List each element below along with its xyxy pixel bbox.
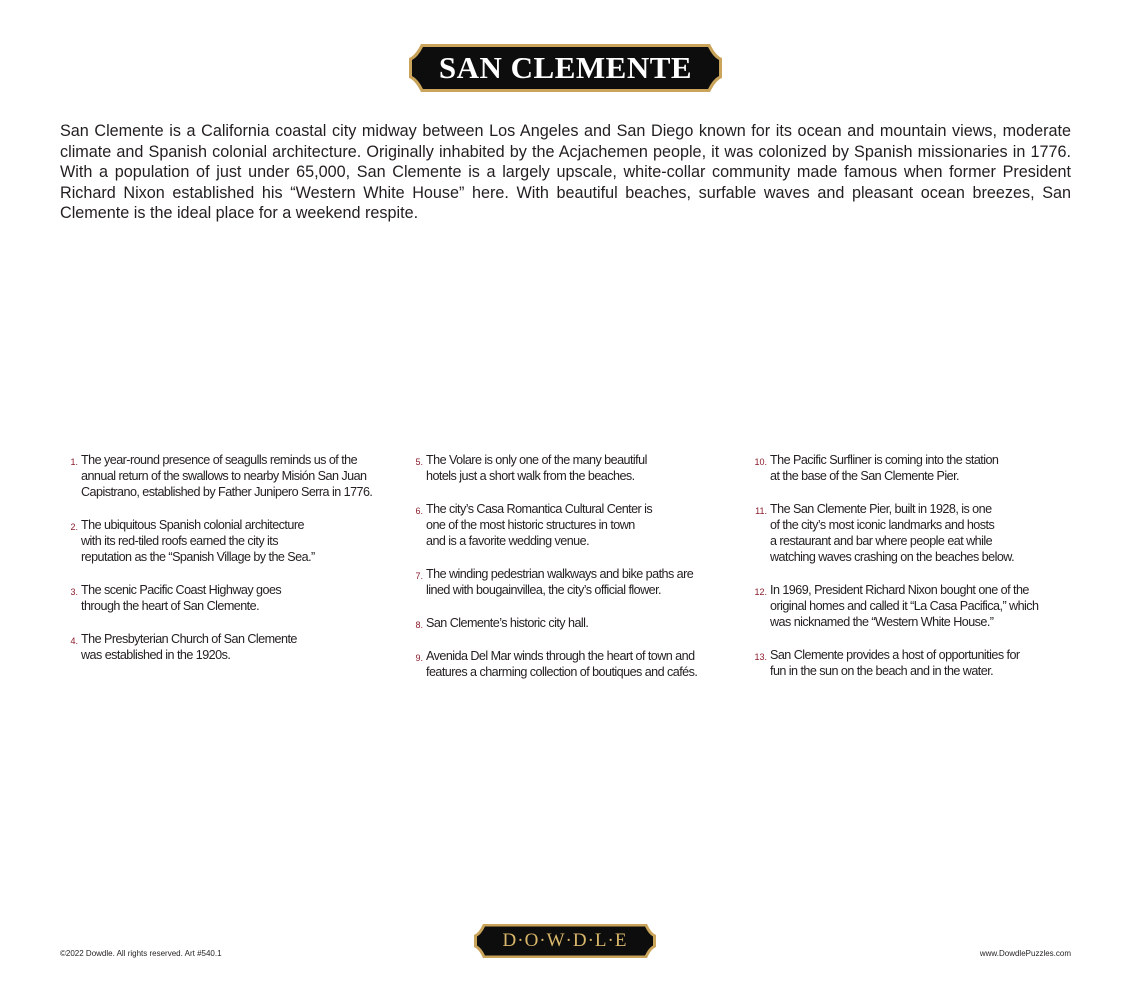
key-number: 3. (70, 587, 78, 597)
page-title: SAN CLEMENTE (438, 50, 693, 85)
key-text: The ubiquitous Spanish colonial architecture with its red-tiled roofs earned the city its reputation as the “Spanish Village by the Sea.” (81, 518, 315, 564)
key-number: 10. (754, 457, 767, 467)
key-item (60, 631, 380, 663)
key-text: The Pacific Surfliner is coming into the station at the base of the San Clemente Pier. (770, 453, 999, 483)
key-text: San Clemente provides a host of opportunities for fun in the sun on the beach and in the water. (770, 648, 1020, 678)
key-number: 8. (415, 620, 423, 630)
website-url: www.DowdlePuzzles.com (979, 949, 1071, 958)
key-item (405, 501, 725, 549)
key-column-3 (749, 452, 1069, 696)
key-number: 1. (70, 457, 78, 467)
title-plaque (407, 42, 724, 94)
key-item (749, 582, 1069, 630)
key-text: The Volare is only one of the many beautiful hotels just a short walk from the beaches. (426, 453, 647, 483)
key-text: The city’s Casa Romantica Cultural Center is one of the most historic structures in town and is a favorite wedding venue. (426, 502, 653, 548)
key-number: 11. (755, 506, 767, 516)
key-number: 13. (754, 652, 767, 662)
copyright-text: ©2022 Dowdle. All rights reserved. Art #540.1 (60, 949, 222, 958)
key-number: 2. (70, 522, 78, 532)
key-text: The winding pedestrian walkways and bike paths are lined with bougainvillea, the city’s official flower. (426, 567, 694, 597)
key-text: The San Clemente Pier, built in 1928, is one of the city’s most iconic landmarks and hosts a restaurant and bar where people eat while watching waves crashing on the beaches below. (770, 502, 1015, 564)
key-text: The year-round presence of seagulls reminds us of the annual return of the swallows to nearby Misión San Juan Capistrano, established by Father Junipero Serra in 1776. (81, 453, 373, 499)
dowdle-logo-text: D·O·W·D·L·E (502, 930, 628, 951)
key-item (749, 501, 1069, 565)
key-column-2 (405, 452, 725, 697)
key-item (60, 582, 380, 614)
key-item (60, 517, 380, 565)
key-item (60, 452, 380, 500)
key-number: 4. (70, 636, 78, 646)
key-item (749, 647, 1069, 679)
key-number: 12. (754, 587, 767, 597)
key-text: In 1969, President Richard Nixon bought one of the original homes and called it “La Casa Pacifica,” which was nicknamed the “Western White House.” (770, 583, 1039, 629)
key-item (405, 648, 725, 680)
key-number: 7. (415, 571, 423, 581)
key-number: 6. (415, 506, 423, 516)
key-item (405, 615, 725, 631)
key-text: The Presbyterian Church of San Clemente was established in the 1920s. (81, 632, 297, 662)
key-number: 9. (415, 653, 423, 663)
key-item (405, 566, 725, 598)
intro-paragraph: San Clemente is a California coastal city midway between Los Angeles and San Diego known for its ocean and mountain views, moderate climate and Spanish colonial architecture. Originally inhabited by the Acjachemen people, it was colonized by Spanish missionaries in 1776. With a population of just under 65,000, San Clemente is a largely upscale, white-collar community made famous when former President Richard Nixon established his “Western White House” here. With beautiful beaches, surfable waves and pleasant ocean breezes, San Clemente is the ideal place for a weekend respite. (60, 122, 1071, 222)
dowdle-logo (473, 923, 657, 959)
key-text: Avenida Del Mar winds through the heart of town and features a charming collection of boutiques and cafés. (426, 649, 698, 679)
key-text: San Clemente’s historic city hall. (426, 616, 589, 630)
key-item (749, 452, 1069, 484)
key-number: 5. (415, 457, 423, 467)
key-item (405, 452, 725, 484)
key-column-1 (60, 452, 380, 680)
key-text: The scenic Pacific Coast Highway goes through the heart of San Clemente. (81, 583, 282, 613)
